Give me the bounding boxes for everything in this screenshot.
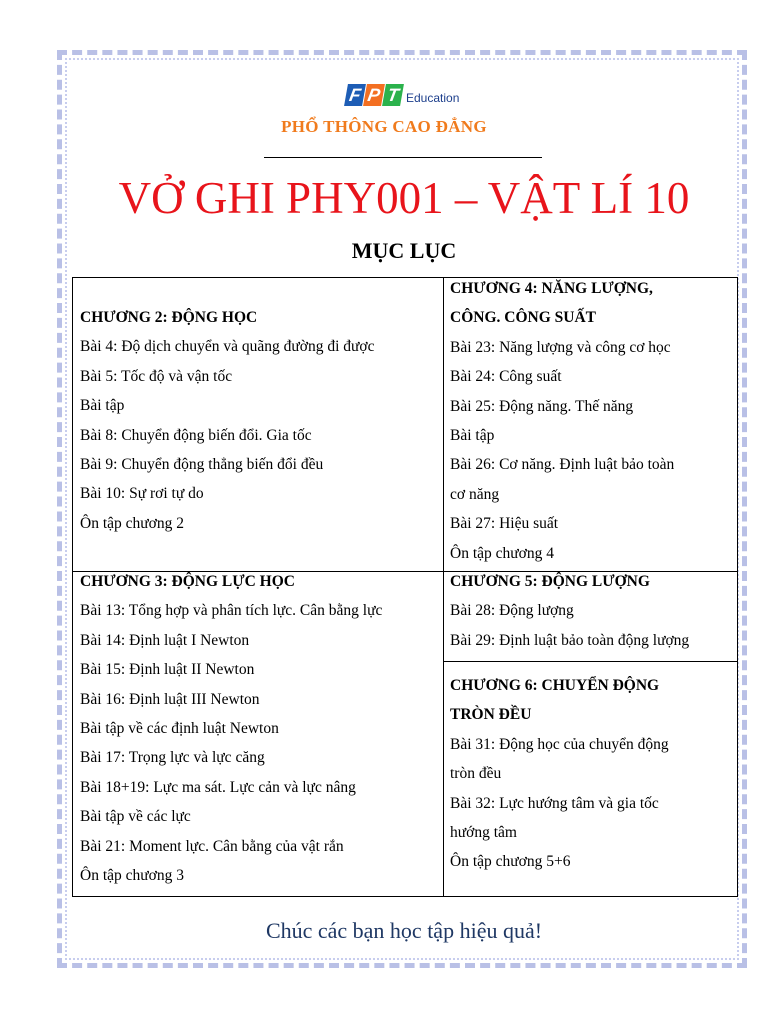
lesson-item: Bài 23: Năng lượng và công cơ học: [450, 338, 671, 356]
chapter-heading: TRÒN ĐỀU: [450, 706, 532, 724]
lesson-item: Ôn tập chương 4: [450, 544, 554, 562]
toc-column-divider: [443, 278, 444, 896]
lesson-item: Ôn tập chương 5+6: [450, 853, 571, 871]
chapter-heading: CHƯƠNG 4: NĂNG LƯỢNG,: [450, 280, 653, 297]
closing-message: Chúc các bạn học tập hiệu quả!: [265, 918, 543, 943]
toc-cell-chapter-5: [450, 567, 689, 655]
toc-cell-chapter-4: [450, 274, 674, 568]
lesson-item: Bài 32: Lực hướng tâm và gia tốc: [450, 794, 659, 812]
chapter-heading: CHƯƠNG 6: CHUYỂN ĐỘNG: [450, 677, 660, 694]
lesson-item: Bài 28: Động lượng: [450, 602, 574, 620]
lesson-item: Bài 21: Moment lực. Cân bằng của vật rắn: [80, 837, 344, 855]
lesson-item: Bài 13: Tổng hợp và phân tích lực. Cân bằng lực: [80, 602, 383, 620]
lesson-item: Bài 27: Hiệu suất: [450, 515, 559, 533]
lesson-item: Bài tập về các lực: [80, 808, 191, 826]
logo-education-text: Education: [406, 91, 460, 105]
lesson-item: Bài 18+19: Lực ma sát. Lực cản và lực nâng: [80, 778, 356, 796]
lesson-item: cơ năng: [450, 485, 500, 503]
toc-heading: MỤC LỤC: [351, 238, 457, 263]
logo-letter-f: F: [344, 84, 366, 106]
logo-letter-p: P: [363, 84, 385, 106]
lesson-item: Bài 31: Động học của chuyển động: [450, 735, 669, 753]
toc-cell-chapter-3: [80, 567, 382, 890]
lesson-item: Bài 14: Định luật I Newton: [80, 631, 250, 649]
lesson-item: Bài 5: Tốc độ và vận tốc: [80, 367, 233, 385]
toc-cell-divider: [444, 661, 737, 662]
fpt-education-logo: [346, 80, 459, 110]
school-subtitle: PHỔ THÔNG CAO ĐẲNG: [281, 117, 487, 136]
lesson-item: Bài 15: Định luật II Newton: [80, 661, 255, 679]
chapter-heading: CHƯƠNG 2: ĐỘNG HỌC: [80, 309, 258, 326]
chapter-heading: CHƯƠNG 3: ĐỘNG LỰC HỌC: [80, 573, 295, 590]
lesson-item: Bài tập về các định luật Newton: [80, 720, 279, 738]
lesson-item: Bài 17: Trọng lực và lực căng: [80, 749, 265, 767]
lesson-item: Bài tập: [450, 427, 495, 445]
toc-table: [72, 277, 738, 897]
lesson-item: Ôn tập chương 2: [80, 514, 184, 532]
lesson-item: Bài 8: Chuyển động biến đổi. Gia tốc: [80, 426, 312, 444]
toc-cell-chapter-6: [450, 671, 669, 877]
lesson-item: Bài 9: Chuyển động thẳng biến đổi đều: [80, 456, 324, 474]
chapter-heading: CHƯƠNG 5: ĐỘNG LƯỢNG: [450, 573, 650, 590]
lesson-item: Ôn tập chương 3: [80, 867, 184, 885]
lesson-item: Bài 10: Sự rơi tự do: [80, 485, 204, 503]
lesson-item: Bài 16: Định luật III Newton: [80, 690, 260, 708]
document-title: VỞ GHI PHY001 – VẬT LÍ 10: [118, 173, 690, 223]
chapter-heading: CÔNG. CÔNG SUẤT: [450, 309, 596, 327]
lesson-item: Bài 24: Công suất: [450, 368, 562, 386]
lesson-item: hướng tâm: [450, 824, 517, 842]
lesson-item: Bài 25: Động năng. Thế năng: [450, 397, 634, 415]
lesson-item: Bài 4: Độ dịch chuyển và quãng đường đi được: [80, 338, 375, 356]
lesson-item: Bài tập: [80, 397, 125, 415]
lesson-item: Bài 29: Định luật bảo toàn động lượng: [450, 631, 690, 649]
lesson-item: tròn đều: [450, 765, 502, 783]
lesson-item: Bài 26: Cơ năng. Định luật bảo toàn: [450, 456, 675, 474]
toc-cell-chapter-2: [80, 303, 375, 538]
header-divider: [264, 157, 542, 158]
logo-letter-t: T: [382, 84, 404, 106]
